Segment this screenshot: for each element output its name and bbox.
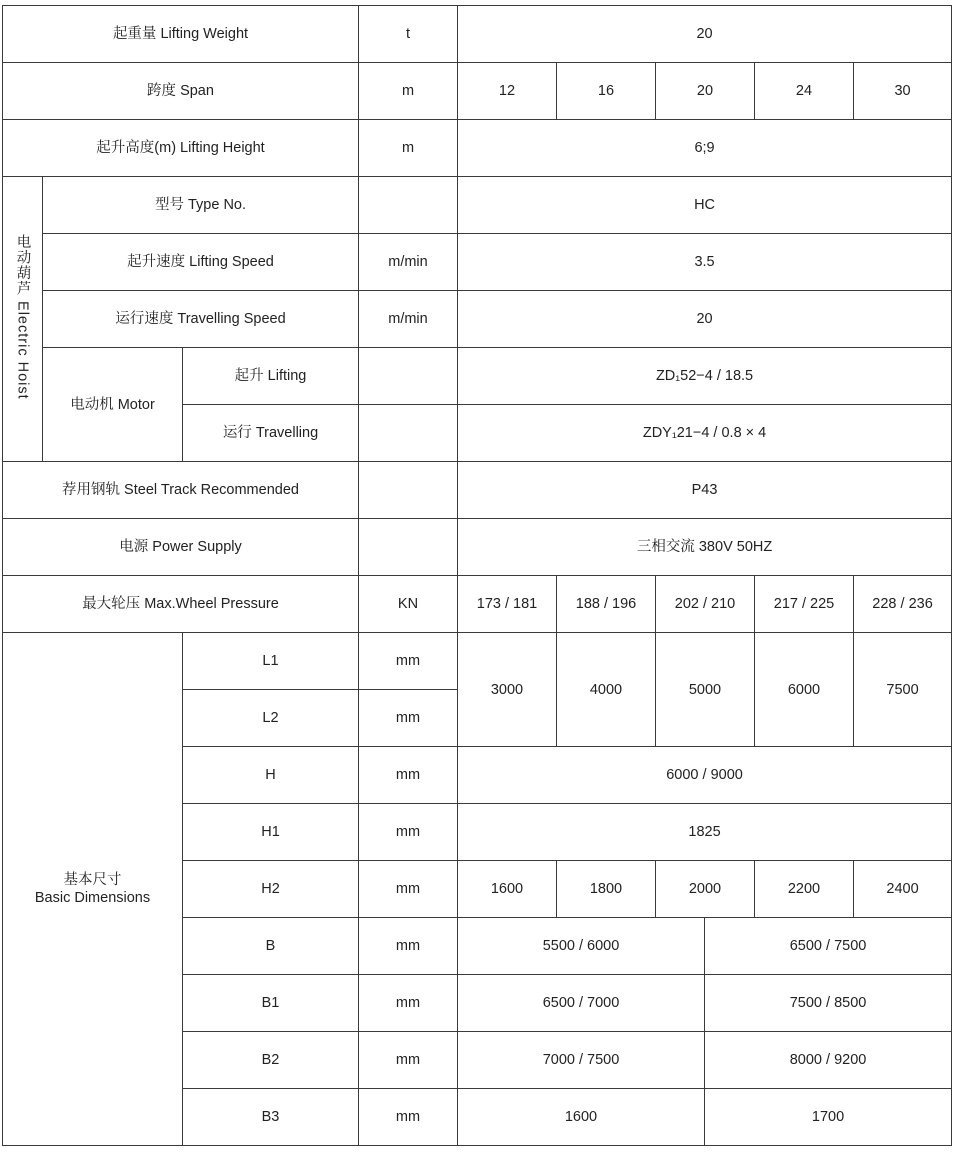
- wheel-pressure-value: 217 / 225: [755, 576, 854, 633]
- row-lifting-height: [3, 120, 952, 177]
- span-value: 16: [557, 63, 656, 120]
- label-lifting-height: 起升高度(m) Lifting Height: [3, 120, 359, 177]
- value-power-supply: 三相交流 380V 50HZ: [458, 519, 952, 576]
- label-motor-lifting: 起升 Lifting: [183, 348, 359, 405]
- unit-empty: [359, 519, 458, 576]
- value-travelling-speed: 20: [458, 291, 952, 348]
- label-h: H: [183, 747, 359, 804]
- l-value: 7500: [854, 633, 952, 747]
- unit-mm: mm: [359, 1089, 458, 1146]
- unit-mm: mm: [359, 918, 458, 975]
- row-motor-lifting: [3, 348, 952, 405]
- label-travelling-speed: 运行速度 Travelling Speed: [43, 291, 359, 348]
- value-b3-left: 1600: [458, 1089, 705, 1146]
- value-b2-right: 8000 / 9200: [705, 1032, 952, 1089]
- row-travelling-speed: [3, 291, 952, 348]
- label-h1: H1: [183, 804, 359, 861]
- value-steel-track: P43: [458, 462, 952, 519]
- label-span: 跨度 Span: [3, 63, 359, 120]
- span-value: 20: [656, 63, 755, 120]
- value-b-left: 5500 / 6000: [458, 918, 705, 975]
- unit-mm: mm: [359, 747, 458, 804]
- label-motor-travelling: 运行 Travelling: [183, 405, 359, 462]
- label-h2: H2: [183, 861, 359, 918]
- label-b1: B1: [183, 975, 359, 1032]
- label-l2: L2: [183, 690, 359, 747]
- h2-value: 2200: [755, 861, 854, 918]
- l-value: 6000: [755, 633, 854, 747]
- unit-m: m: [359, 120, 458, 177]
- unit-mm: mm: [359, 690, 458, 747]
- label-b3: B3: [183, 1089, 359, 1146]
- label-b: B: [183, 918, 359, 975]
- unit-empty: [359, 177, 458, 234]
- value-lifting-speed: 3.5: [458, 234, 952, 291]
- value-h: 6000 / 9000: [458, 747, 952, 804]
- unit-mm: mm: [359, 1032, 458, 1089]
- unit-mm: mm: [359, 633, 458, 690]
- row-lifting-weight: [3, 6, 952, 63]
- unit-t: t: [359, 6, 458, 63]
- wheel-pressure-value: 188 / 196: [557, 576, 656, 633]
- label-steel-track: 荐用钢轨 Steel Track Recommended: [3, 462, 359, 519]
- unit-empty: [359, 348, 458, 405]
- row-lifting-speed: [3, 234, 952, 291]
- label-motor: 电动机 Motor: [43, 348, 183, 462]
- label-lifting-weight: 起重量 Lifting Weight: [3, 6, 359, 63]
- basic-dimensions-label-cn: 基本尺寸: [63, 872, 122, 888]
- value-b-right: 6500 / 7500: [705, 918, 952, 975]
- unit-empty: [359, 462, 458, 519]
- value-motor-travelling: ZDY₁21−4 / 0.8 × 4: [458, 405, 952, 462]
- value-b1-right: 7500 / 8500: [705, 975, 952, 1032]
- l-value: 5000: [656, 633, 755, 747]
- value-h1: 1825: [458, 804, 952, 861]
- unit-mmin: m/min: [359, 291, 458, 348]
- basic-dimensions-label-en: Basic Dimensions: [34, 890, 151, 906]
- row-steel-track: [3, 462, 952, 519]
- row-wheel-pressure: [3, 576, 952, 633]
- value-type-no: HC: [458, 177, 952, 234]
- unit-mmin: m/min: [359, 234, 458, 291]
- electric-hoist-label: 电动葫芦 Electric Hoist: [14, 233, 31, 400]
- wheel-pressure-value: 202 / 210: [656, 576, 755, 633]
- unit-mm: mm: [359, 861, 458, 918]
- wheel-pressure-value: 228 / 236: [854, 576, 952, 633]
- value-lifting-weight: 20: [458, 6, 952, 63]
- row-type-no: [3, 177, 952, 234]
- span-value: 24: [755, 63, 854, 120]
- value-lifting-height: 6;9: [458, 120, 952, 177]
- label-lifting-speed: 起升速度 Lifting Speed: [43, 234, 359, 291]
- value-b3-right: 1700: [705, 1089, 952, 1146]
- spec-table: [2, 5, 952, 1146]
- l-value: 3000: [458, 633, 557, 747]
- value-b1-left: 6500 / 7000: [458, 975, 705, 1032]
- unit-empty: [359, 405, 458, 462]
- value-b2-left: 7000 / 7500: [458, 1032, 705, 1089]
- unit-kn: KN: [359, 576, 458, 633]
- unit-mm: mm: [359, 975, 458, 1032]
- label-type-no: 型号 Type No.: [43, 177, 359, 234]
- wheel-pressure-value: 173 / 181: [458, 576, 557, 633]
- span-value: 12: [458, 63, 557, 120]
- h2-value: 2400: [854, 861, 952, 918]
- span-value: 30: [854, 63, 952, 120]
- l-value: 4000: [557, 633, 656, 747]
- h2-value: 1600: [458, 861, 557, 918]
- h2-value: 2000: [656, 861, 755, 918]
- row-span: [3, 63, 952, 120]
- row-power-supply: [3, 519, 952, 576]
- value-motor-lifting: ZD₁52−4 / 18.5: [458, 348, 952, 405]
- h2-value: 1800: [557, 861, 656, 918]
- unit-mm: mm: [359, 804, 458, 861]
- label-wheel-pressure: 最大轮压 Max.Wheel Pressure: [3, 576, 359, 633]
- label-power-supply: 电源 Power Supply: [3, 519, 359, 576]
- label-l1: L1: [183, 633, 359, 690]
- row-l1: [3, 633, 952, 690]
- label-b2: B2: [183, 1032, 359, 1089]
- unit-m: m: [359, 63, 458, 120]
- electric-hoist-group-label: [3, 177, 43, 462]
- basic-dimensions-label: [3, 633, 183, 1146]
